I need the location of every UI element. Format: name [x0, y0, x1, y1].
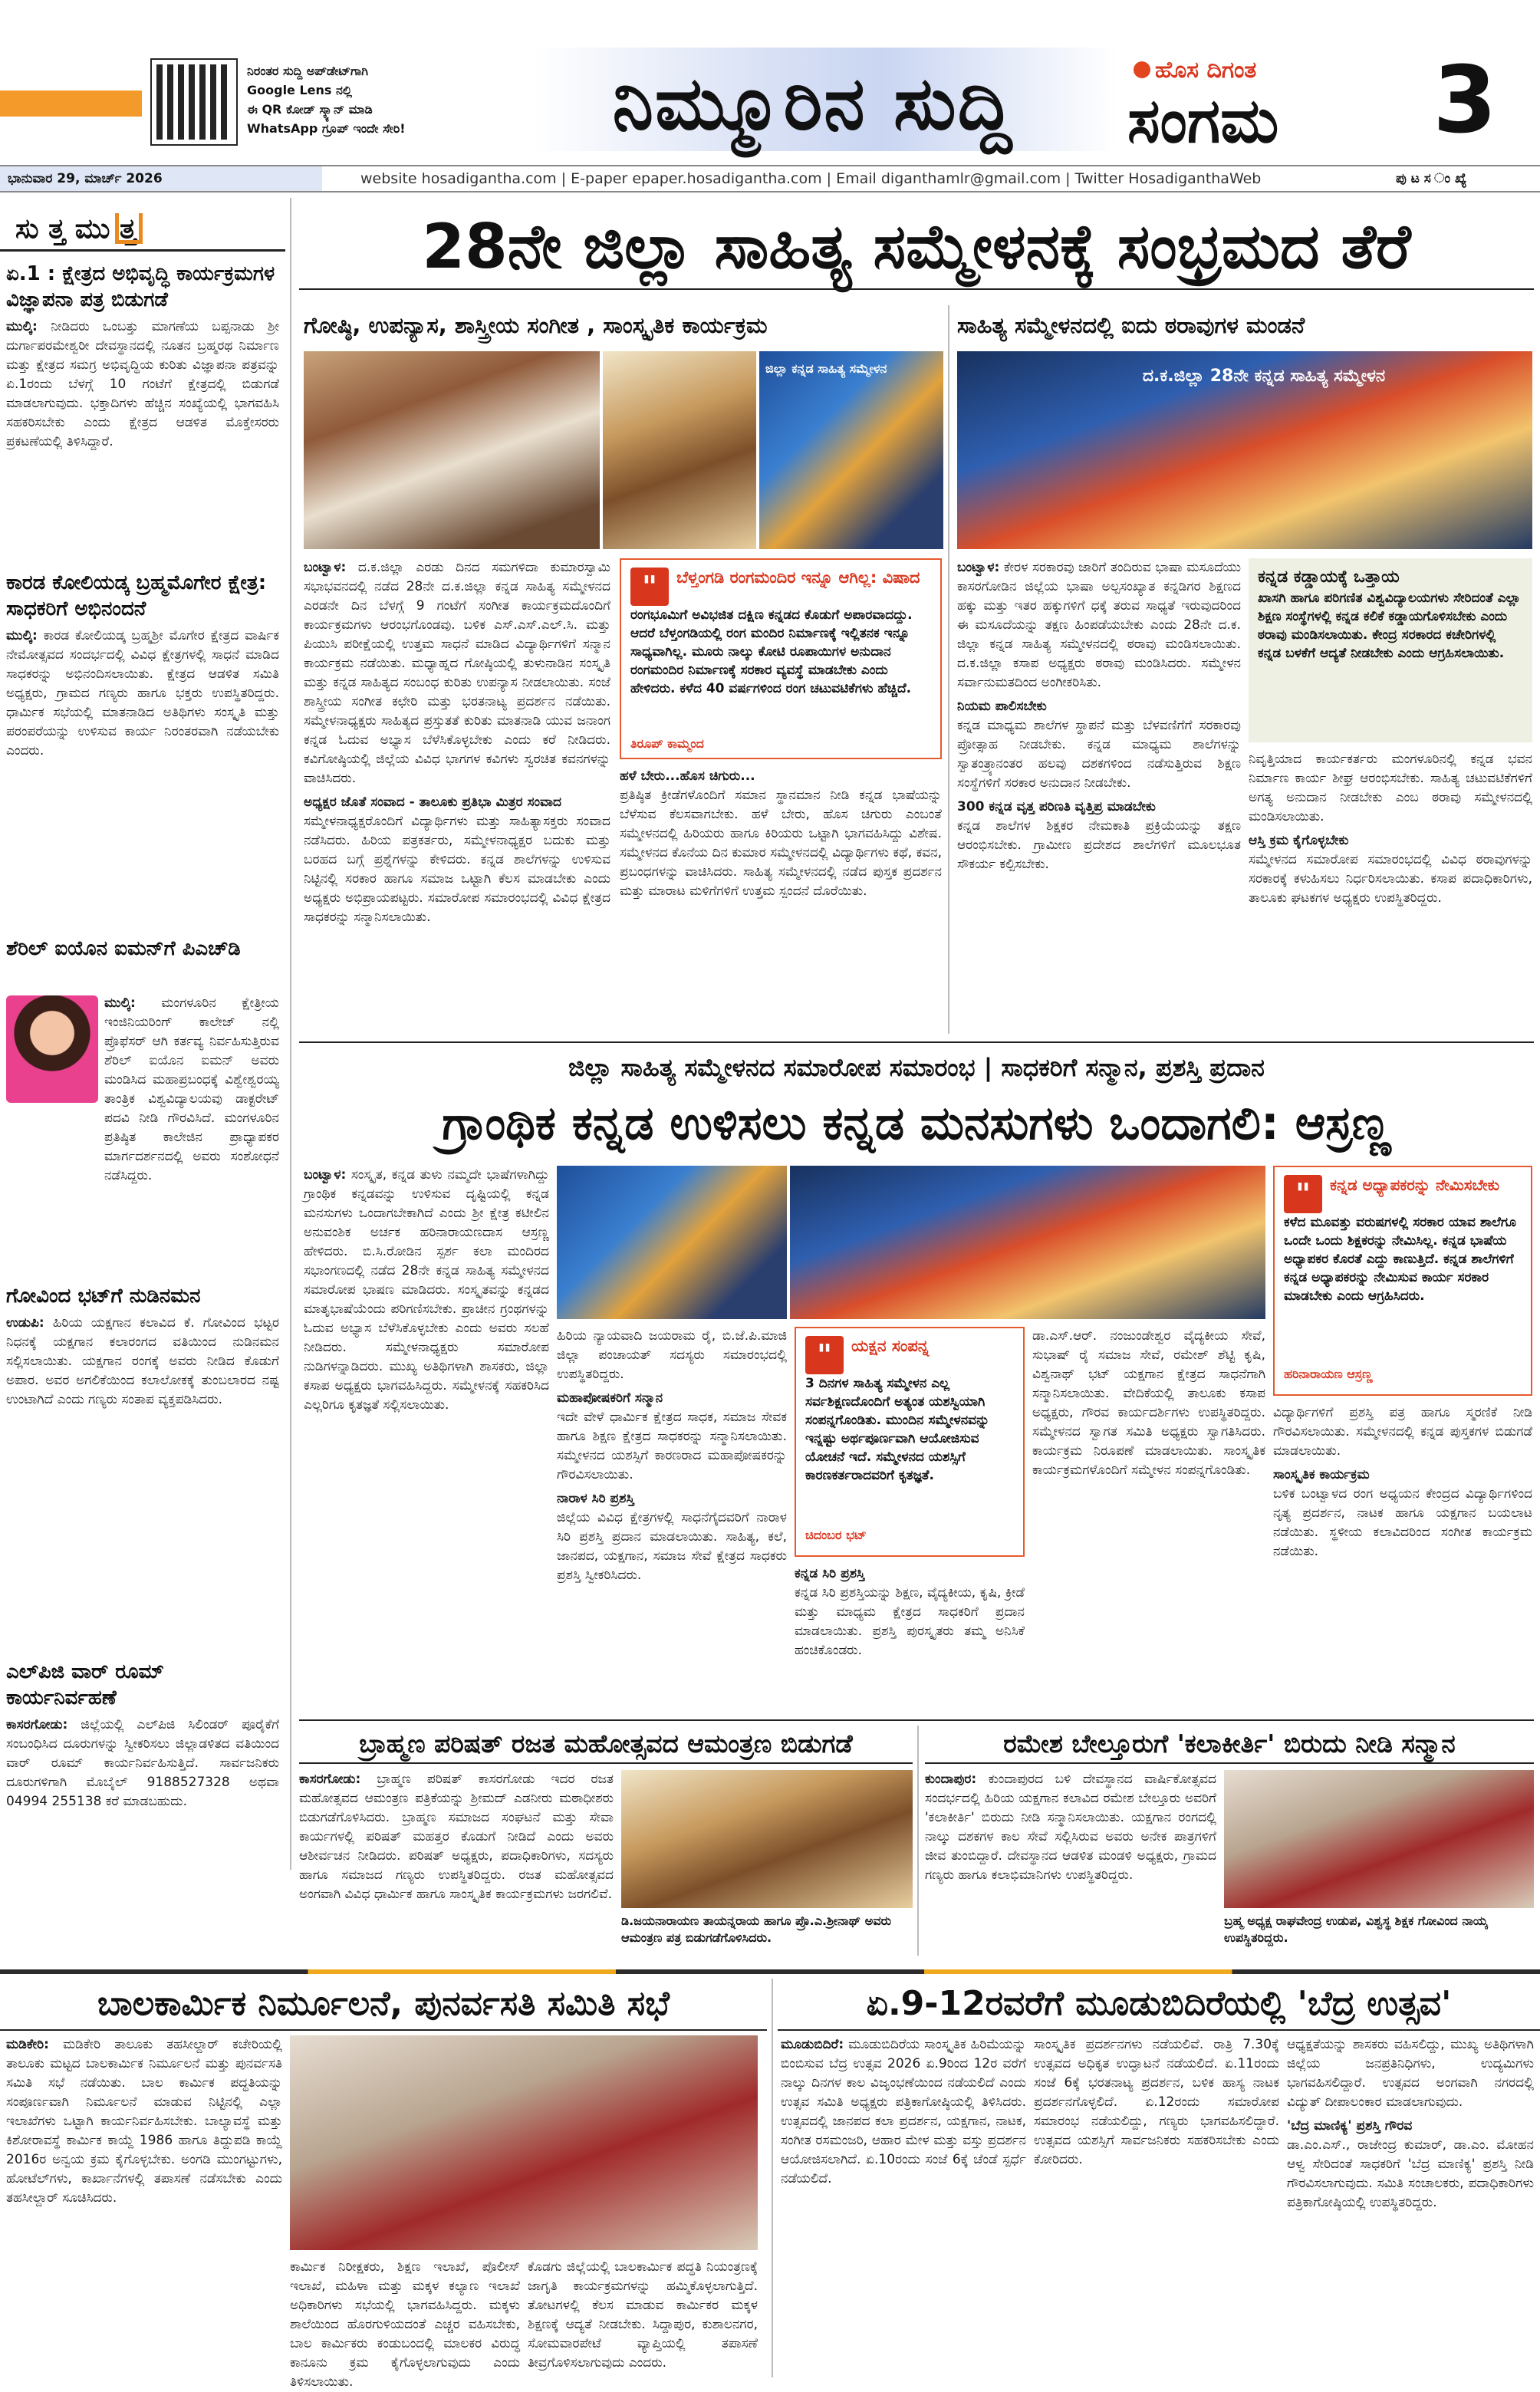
- story-body-3: ಕೊಡಗು ಜಿಲ್ಲೆಯಲ್ಲಿ ಬಾಲಕಾರ್ಮಿಕ ಪದ್ಧತಿ ನಿಯಂತ್ರಣಕ್ಕೆ ಜಾಗೃತಿ ಕಾರ್ಯಕ್ರಮಗಳನ್ನು ಹಮ್ಮಿಕೊಳ್ಳಲಾಗುತ್ತಿದೆ. ತೋಟಗಳಲ್ಲಿ ಕೆಲಸ ಮಾಡುವ ಕಾರ್ಮಿಕರ ಮಕ್ಕಳ ಶಿಕ್ಷಣಕ್ಕೆ ಆದ್ಯತೆ ನೀಡಬೇಕು. ಸಿದ್ದಾಪುರ, ಕುಶಾಲನಗರ, ಸೋಮವಾರಪೇಟೆ ವ್ಯಾಪ್ತಿಯಲ್ಲಿ ತಪಾಸಣೆ ತೀವ್ರಗೊಳಿಸಲಾಗುವುದು ಎಂದರು.: [528, 2259, 758, 2371]
- quote-box-2: [795, 1327, 1025, 1557]
- sidebar-story-1[interactable]: [6, 261, 279, 568]
- center-body: ಪ್ರತಿಷ್ಠಿತ ಕ್ರೀಡೆಗಳೊಂದಿಗೆ ಸಮಾನ ಸ್ಥಾನಮಾನ ನೀಡಿ ಕನ್ನಡ ಭಾಷೆಯನ್ನು ಬೆಳೆಸುವ ಕೆಲಸವಾಗಬೇಕು. ಹಳೆ ಬೇರು, ಹೊಸ ಚಿಗುರು ಎಂಬಂತೆ ಸಮ್ಮೇಳನದಲ್ಲಿ ಹಿರಿಯರು ಹಾಗೂ ಕಿರಿಯರು ಒಟ್ಟಾಗಿ ಭಾಗವಹಿಸಿದ್ದು ವಿಶೇಷ. ಸಮ್ಮೇಳನದ ಕೊನೆಯ ದಿನ ಕುಮಾರ ಸಮ್ಮೇಳನದಲ್ಲಿ ವಿದ್ಯಾರ್ಥಿಗಳು ಕಥೆ, ಕವನ, ಪ್ರಬಂಧಗಳನ್ನು ವಾಚಿಸಿದರು. ಸಾಹಿತ್ಯ ಸಮ್ಮೇಳನದಲ್ಲಿ ನಡೆದ ಪುಸ್ತಕ ಪ್ರದರ್ಶನ ಮತ್ತು ಮಾರಾಟ ಮಳಿಗೆಗಳಿಗೆ ಉತ್ತಮ ಸ್ಪಂದನೆ ದೊರೆಯಿತು.: [620, 788, 942, 899]
- article-subhead: ಅಧ್ಯಕ್ಷರ ಜೊತೆ ಸಂವಾದ - ತಾಲೂಕು ಪ್ರತಿಭಾ ಮಿತ್ರರ ಸಂವಾದ: [304, 795, 561, 810]
- issue-date: ಭಾನುವಾರ 29, ಮಾರ್ಚ್ 2026: [0, 166, 322, 191]
- closing-column-2: ಹಿರಿಯ ನ್ಯಾಯವಾದಿ ಜಯರಾಮ ರೈ, ಬಿ.ಜೆ.ಪಿ.ಮಾಜಿ ಜಿಲ್ಲಾ ಪಂಚಾಯತ್ ಸದಸ್ಯರು ಸಮಾರಂಭದಲ್ಲಿ ಉಪಸ್ಥಿತರಿದ್ದರು. ಮಹಾಪೋಷಕರಿಗೆ ಸನ್ಮಾನ ಇದೇ ವೇಳೆ ಧಾರ್ಮಿಕ ಕ್ಷೇತ್ರದ ಸಾಧಕ, ಸಮಾಜ ಸೇವಕ ಹಾಗೂ ಶಿಕ್ಷಣ ಕ್ಷೇತ್ರದ ಸಾಧಕರನ್ನು ಸನ್ಮಾನಿಸಲಾಯಿತು. ಸಮ್ಮೇಳನದ ಯಶಸ್ಸಿಗೆ ಕಾರಣರಾದ ಮಹಾಪೋಷಕರನ್ನು ಗೌರವಿಸಲಾಯಿತು. ನಾರಾಳ ಸಿರಿ ಪ್ರಶಸ್ತಿ ಜಿಲ್ಲೆಯ ವಿವಿಧ ಕ್ಷೇತ್ರಗಳಲ್ಲಿ ಸಾಧನೆಗೈದವರಿಗೆ ನಾರಾಳ ಸಿರಿ ಪ್ರಶಸ್ತಿ ಪ್ರದಾನ ಮಾಡಲಾಯಿತು. ಸಾಹಿತ್ಯ, ಕಲೆ, ಜಾನಪದ, ಯಕ್ಷಗಾನ, ಸಮಾಜ ಸೇವೆ ಕ್ಷೇತ್ರದ ಸಾಧಕರು ಪ್ರಶಸ್ತಿ ಸ್ವೀಕರಿಸಿದರು.: [557, 1328, 787, 1583]
- sidebar-title: ಸು ತ್ತ ಮು ತ್ತ: [15, 213, 137, 245]
- story-headline: ಬಾಲಕಾರ್ಮಿಕ ನಿರ್ಮೂಲನೆ, ಪುನರ್ವಸತಿ ಸಮಿತಿ ಸಭೆ: [0, 1979, 767, 2031]
- banner-text: ಜಿಲ್ಲಾ ಕನ್ನಡ ಸಾಹಿತ್ಯ ಸಮ್ಮೇಳನ: [765, 361, 887, 376]
- story-body-2: ಸಾಂಸ್ಕೃತಿಕ ಪ್ರದರ್ಶನಗಳು ನಡೆಯಲಿವೆ. ರಾತ್ರಿ 7.30ಕ್ಕೆ ಉತ್ಸವದ ಅಧಿಕೃತ ಉದ್ಘಾಟನೆ ನಡೆಯಲಿದೆ. ಏ.11ರಂದು ಸಂಜೆ 6ಕ್ಕೆ ಭರತನಾಟ್ಯ ಪ್ರದರ್ಶನ, ಬಳಿಕ ಹಾಸ್ಯ ನಾಟಕ ಪ್ರದರ್ಶನಗೊಳ್ಳಲಿದೆ. ಏ.12ರಂದು ಸಮಾರೋಪ ಸಮಾರಂಭ ನಡೆಯಲಿದ್ದು, ಗಣ್ಯರು ಭಾಗವಹಿಸಲಿದ್ದಾರೆ. ಉತ್ಸವದ ಯಶಸ್ಸಿಗೆ ಸಾರ್ವಜನಿಕರು ಸಹಕರಿಸಬೇಕು ಎಂದು ಕೋರಿದರು.: [1034, 2037, 1279, 2167]
- meeting-photo: [290, 2035, 758, 2250]
- story-body-3: ಆಧ್ಯಕ್ಷತೆಯನ್ನು ಶಾಸಕರು ವಹಿಸಲಿದ್ದು, ಮುಖ್ಯ ಅತಿಥಿಗಳಾಗಿ ಜಿಲ್ಲೆಯ ಜನಪ್ರತಿನಿಧಿಗಳು, ಉದ್ಯಮಿಗಳು ಭಾಗವಹಿಸಲಿದ್ದಾರೆ. ಉತ್ಸವದ ಅಂಗವಾಗಿ ನಗರದಲ್ಲಿ ವಿದ್ಯುತ್ ದೀಪಾಲಂಕಾರ ಮಾಡಲಾಗುವುದು.: [1287, 2037, 1534, 2110]
- pages-label: ಪು ಟ ಸ ಂ ಖ್ಯೆ: [1396, 171, 1467, 186]
- callout-body: ಖಾಸಗಿ ಹಾಗೂ ಪರಿಗಣಿತ ವಿಶ್ವವಿದ್ಯಾಲಯಗಳು ಸೇರಿದಂತೆ ಎಲ್ಲಾ ಶಿಕ್ಷಣ ಸಂಸ್ಥೆಗಳಲ್ಲಿ ಕನ್ನಡ ಕಲಿಕೆ ಕಡ್ಡಾಯಗೊಳಿಸಬೇಕು ಎಂದು ಠರಾವು ಮಂಡಿಸಲಾಯಿತು. ಕೇಂದ್ರ ಸರಕಾರದ ಕಚೇರಿಗಳಲ್ಲಿ ಕನ್ನಡ ಬಳಕೆಗೆ ಆದ್ಯತೆ ನೀಡಬೇಕು ಎಂದು ಆಗ್ರಹಿಸಲಾಯಿತು.: [1258, 591, 1521, 661]
- book-icon: [115, 213, 143, 244]
- quote-mark-icon: ": [630, 568, 669, 606]
- qr-code[interactable]: [152, 60, 236, 144]
- page-number: 3: [1433, 48, 1497, 154]
- closing-column-5: ವಿದ್ಯಾರ್ಥಿಗಳಿಗೆ ಪ್ರಶಸ್ತಿ ಪತ್ರ ಹಾಗೂ ಸ್ಮರಣಿಕೆ ನೀಡಿ ಗೌರವಿಸಲಾಯಿತು. ಸಮ್ಮೇಳನದಲ್ಲಿ ಕನ್ನಡ ಪುಸ್ತಕಗಳ ಬಿಡುಗಡೆ ಮಾಡಲಾಯಿತು. ಸಾಂಸ್ಕೃತಿಕ ಕಾರ್ಯಕ್ರಮ ಬಳಿಕ ಬಂಟ್ವಾಳದ ರಂಗ ಅಧ್ಯಯನ ಕೇಂದ್ರದ ವಿದ್ಯಾರ್ಥಿಗಳಿಂದ ನೃತ್ಯ ಪ್ರದರ್ಶನ, ನಾಟಕ ಹಾಗೂ ಯಕ್ಷಗಾನ ಬಯಲಾಟ ನಡೆಯಿತು. ಸ್ಥಳೀಯ ಕಲಾವಿದರಿಂದ ಸಂಗೀತ ಕಾರ್ಯಕ್ರಮ ನಡೆಯಿತು.: [1273, 1405, 1532, 1559]
- lead-left-column: ಬಂಟ್ವಾಳ: ದ.ಕ.ಜಿಲ್ಲಾ ಎರಡು ದಿನದ ಸಮಗಳಿದಾ ಕುಮಾರಸ್ವಾಮಿ ಸಭಾಭವನದಲ್ಲಿ ನಡೆದ 28ನೇ ದ.ಕ.ಜಿಲ್ಲಾ ಕನ್ನಡ ಸಾಹಿತ್ಯ ಸಮ್ಮೇಳನದ ಎರಡನೇ ದಿನ ಬೆಳಗ್ಗೆ 9 ಗಂಟೆಗೆ ಸಂಗೀತ ಕಾರ್ಯಕ್ರಮದೊಂದಿಗೆ ಕಾರ್ಯಕ್ರಮಗಳು ಆರಂಭಗೊಂಡವು. ಬಳಿಕ ಎಸ್.ಎಸ್.ಎಲ್.ಸಿ. ಮತ್ತು ಪಿಯುಸಿ ಪರೀಕ್ಷೆಯಲ್ಲಿ ಉತ್ತಮ ಸಾಧನೆ ಮಾಡಿದ ವಿದ್ಯಾರ್ಥಿಗಳಿಗೆ ಸನ್ಮಾನ ಕಾರ್ಯಕ್ರಮ ನಡೆಯಿತು. ಮಧ್ಯಾಹ್ನದ ಗೋಷ್ಠಿಯಲ್ಲಿ ತುಳುನಾಡಿನ ಸಂಸ್ಕೃತಿ ಮತ್ತು ಕನ್ನಡ ಸಾಹಿತ್ಯದ ಸಂಬಂಧ ಕುರಿತು ಉಪನ್ಯಾಸ ನೀಡಲಾಯಿತು. ಸಂಜೆ ಶಾಸ್ತ್ರೀಯ ಸಂಗೀತ ಕಛೇರಿ ಮತ್ತು ಭರತನಾಟ್ಯ ಪ್ರದರ್ಶನ ನಡೆಯಿತು. ಸಮ್ಮೇಳನಾಧ್ಯಕ್ಷರು ಸಾಹಿತ್ಯದ ಪ್ರಸ್ತುತತೆ ಕುರಿತು ಮಾತನಾಡಿ ಯುವ ಜನಾಂಗ ಕನ್ನಡ ಓದುವ ಅಭ್ಯಾಸ ಬೆಳೆಸಿಕೊಳ್ಳಬೇಕು ಎಂದು ಕರೆ ನೀಡಿದರು. ಕವಿಗೋಷ್ಠಿಯಲ್ಲಿ ಜಿಲ್ಲೆಯ ವಿವಿಧ ಭಾಗಗಳ ಕವಿಗಳು ಸ್ವರಚಿತ ಕವನಗಳನ್ನು ವಾಚಿಸಿದರು. ಅಧ್ಯಕ್ಷರ ಜೊತೆ ಸಂವಾದ - ತಾಲೂಕು ಪ್ರತಿಭಾ ಮಿತ್ರರ ಸಂವಾದ ಸಮ್ಮೇಳನಾಧ್ಯಕ್ಷರೊಂದಿಗೆ ವಿದ್ಯಾರ್ಥಿಗಳು ಮತ್ತು ಸಾಹಿತ್ಯಾಸಕ್ತರು ಸಂವಾದ ನಡೆಸಿದರು. ಹಿರಿಯ ಪತ್ರಕರ್ತರು, ಸಮ್ಮೇಳನಾಧ್ಯಕ್ಷರ ಬದುಕು ಮತ್ತು ಬರಹದ ಬಗ್ಗೆ ಪ್ರಶ್ನೆಗಳನ್ನು ಕೇಳಿದರು. ಕನ್ನಡ ಶಾಲೆಗಳನ್ನು ಉಳಿಸುವ ನಿಟ್ಟಿನಲ್ಲಿ ಸರಕಾರ ಹಾಗೂ ಸಮಾಜ ಒಟ್ಟಾಗಿ ಕೆಲಸ ಮಾಡಬೇಕು ಎಂದು ಅಧ್ಯಕ್ಷರು ಅಭಿಪ್ರಾಯಪಟ್ಟರು. ಸಮಾರೋಪ ಸಮಾರಂಭದಲ್ಲಿ ವಿವಿಧ ಕ್ಷೇತ್ರದ ಸಾಧಕರನ್ನು ಸನ್ಮಾನಿಸಲಾಯಿತು.: [304, 560, 610, 925]
- quote-author: ತಿರೂಪ್ ಕಾಮ್ಮಂದ: [630, 736, 704, 751]
- story-title: ಎಲ್‌ಪಿಜಿ ವಾರ್ ರೂಮ್ ಕಾರ್ಯನಿರ್ವಹಣೆ: [6, 1660, 164, 1709]
- sidebar-story-4[interactable]: ಗೋವಿಂದ ಭಟ್‌ಗೆ ನುಡಿನಮನ ಉಡುಪಿ: ಹಿರಿಯ ಯಕ್ಷಗಾನ ಕಲಾವಿದ ಕೆ. ಗೋವಿಂದ ಭಟ್ಟರ ನಿಧನಕ್ಕೆ ಯಕ್ಷಗಾನ ಕಲಾರಂಗದ ವತಿಯಿಂದ ನುಡಿನಮನ ಸಲ್ಲಿಸಲಾಯಿತು. ಯಕ್ಷಗಾನ ರಂಗಕ್ಕೆ ಅವರು ನೀಡಿದ ಕೊಡುಗೆ ಅಪಾರ. ಅವರ ಅಗಲಿಕೆಯಿಂದ ಕಲಾಲೋಕಕ್ಕೆ ತುಂಬಲಾರದ ನಷ್ಟ ಉಂಟಾಗಿದೆ ಎಂದು ಗಣ್ಯರು ಸಂತಾಪ ವ್ಯಕ್ತಪಡಿಸಿದರು.: [6, 1285, 279, 1407]
- article-body: ದ.ಕ.ಜಿಲ್ಲಾ ಎರಡು ದಿನದ ಸಮಗಳಿದಾ ಕುಮಾರಸ್ವಾಮಿ ಸಭಾಭವನದಲ್ಲಿ ನಡೆದ 28ನೇ ದ.ಕ.ಜಿಲ್ಲಾ ಕನ್ನಡ ಸಾಹಿತ್ಯ ಸಮ್ಮೇಳನದ ಎರಡನೇ ದಿನ ಬೆಳಗ್ಗೆ 9 ಗಂಟೆಗೆ ಸಂಗೀತ ಕಾರ್ಯಕ್ರಮದೊಂದಿಗೆ ಕಾರ್ಯಕ್ರಮಗಳು ಆರಂಭಗೊಂಡವು. ಬಳಿಕ ಎಸ್.ಎಸ್.ಎಲ್.ಸಿ. ಮತ್ತು ಪಿಯುಸಿ ಪರೀಕ್ಷೆಯಲ್ಲಿ ಉತ್ತಮ ಸಾಧನೆ ಮಾಡಿದ ವಿದ್ಯಾರ್ಥಿಗಳಿಗೆ ಸನ್ಮಾನ ಕಾರ್ಯಕ್ರಮ ನಡೆಯಿತು. ಮಧ್ಯಾಹ್ನದ ಗೋಷ್ಠಿಯಲ್ಲಿ ತುಳುನಾಡಿನ ಸಂಸ್ಕೃತಿ ಮತ್ತು ಕನ್ನಡ ಸಾಹಿತ್ಯದ ಸಂಬಂಧ ಕುರಿತು ಉಪನ್ಯಾಸ ನೀಡಲಾಯಿತು. ಸಂಜೆ ಶಾಸ್ತ್ರೀಯ ಸಂಗೀತ ಕಛೇರಿ ಮತ್ತು ಭರತನಾಟ್ಯ ಪ್ರದರ್ಶನ ನಡೆಯಿತು. ಸಮ್ಮೇಳನಾಧ್ಯಕ್ಷರು ಸಾಹಿತ್ಯದ ಪ್ರಸ್ತುತತೆ ಕುರಿತು ಮಾತನಾಡಿ ಯುವ ಜನಾಂಗ ಕನ್ನಡ ಓದುವ ಅಭ್ಯಾಸ ಬೆಳೆಸಿಕೊಳ್ಳಬೇಕು ಎಂದು ಕರೆ ನೀಡಿದರು. ಕವಿಗೋಷ್ಠಿಯಲ್ಲಿ ಜಿಲ್ಲೆಯ ವಿವಿಧ ಭಾಗಗಳ ಕವಿಗಳು ಸ್ವರಚಿತ ಕವನಗಳನ್ನು ವಾಚಿಸಿದರು.: [304, 560, 610, 786]
- story-body: ಹಿರಿಯ ಯಕ್ಷಗಾನ ಕಲಾವಿದ ಕೆ. ಗೋವಿಂದ ಭಟ್ಟರ ನಿಧನಕ್ಕೆ ಯಕ್ಷಗಾನ ಕಲಾರಂಗದ ವತಿಯಿಂದ ನುಡಿನಮನ ಸಲ್ಲಿಸಲಾಯಿತು. ಯಕ್ಷಗಾನ ರಂಗಕ್ಕೆ ಅವರು ನೀಡಿದ ಕೊಡುಗೆ ಅಪಾರ. ಅವರ ಅಗಲಿಕೆಯಿಂದ ಕಲಾಲೋಕಕ್ಕೆ ತುಂಬಲಾರದ ನಷ್ಟ ಉಂಟಾಗಿದೆ ಎಂದು ಗಣ್ಯರು ಸಂತಾಪ ವ್ಯಕ್ತಪಡಿಸಿದರು.: [6, 1315, 279, 1407]
- story-body: ಕಾರಡ ಕೋಲಿಯಡ್ಕ ಬ್ರಹ್ಮಶ್ರೀ ಮೊಗೇರ ಕ್ಷೇತ್ರದ ವಾರ್ಷಿಕ ನೇಮೋತ್ಸವದ ಸಂದರ್ಭದಲ್ಲಿ ವಿವಿಧ ಕ್ಷೇತ್ರಗಳಲ್ಲಿ ಸಾಧನೆ ಮಾಡಿದ ಸಾಧಕರನ್ನು ಅಭಿನಂದಿಸಲಾಯಿತು. ಕ್ಷೇತ್ರದ ಆಡಳಿತ ಸಮಿತಿ ಅಧ್ಯಕ್ಷರು, ಗ್ರಾಮದ ಗಣ್ಯರು ಹಾಗೂ ಭಕ್ತರು ಉಪಸ್ಥಿತರಿದ್ದರು. ಧಾರ್ಮಿಕ ಸಭೆಯಲ್ಲಿ ಮಾತನಾಡಿದ ಅತಿಥಿಗಳು ಸಂಸ್ಕೃತಿ ಮತ್ತು ಪರಂಪರೆಯನ್ನು ಉಳಿಸುವ ಕಾರ್ಯ ನಿರಂತರವಾಗಿ ನಡೆಯಬೇಕು ಎಂದರು.: [6, 628, 279, 758]
- contact-links[interactable]: website hosadigantha.com | E-paper epaper.hosadigantha.com | Email diganthamlr@gmail.com | Twitter HosadiganthaWeb: [360, 170, 1262, 187]
- closing-kicker: ಜಿಲ್ಲಾ ಸಾಹಿತ್ಯ ಸಮ್ಮೇಳನದ ಸಮಾರೋಪ ಸಮಾರಂಭ | ಸಾಧಕರಿಗೆ ಸನ್ಮಾನ, ಪ್ರಶಸ್ತಿ ಪ್ರದಾನ: [568, 1053, 1265, 1082]
- story-body: ಬ್ರಾಹ್ಮಣ ಪರಿಷತ್ ಕಾಸರಗೋಡು ಇದರ ರಜತ ಮಹೋತ್ಸವದ ಆಮಂತ್ರಣ ಪತ್ರಿಕೆಯನ್ನು ಶ್ರೀಮದ್ ಎಡನೀರು ಮಠಾಧೀಶರು ಬಿಡುಗಡೆಗೊಳಿಸಿದರು. ಬ್ರಾಹ್ಮಣ ಸಮಾಜದ ಸಂಘಟನೆ ಮತ್ತು ಸೇವಾ ಕಾರ್ಯಗಳಲ್ಲಿ ಪರಿಷತ್ ಮಹತ್ತರ ಕೊಡುಗೆ ನೀಡಿದೆ ಎಂದು ಅವರು ಆಶೀರ್ವಚನ ನೀಡಿದರು. ಪರಿಷತ್ ಅಧ್ಯಕ್ಷರು, ಪದಾಧಿಕಾರಿಗಳು, ಸದಸ್ಯರು ಹಾಗೂ ಸಮಾಜದ ಗಣ್ಯರು ಉಪಸ್ಥಿತರಿದ್ದರು. ರಜತ ಮಹೋತ್ಸವದ ಅಂಗವಾಗಿ ವಿವಿಧ ಧಾರ್ಮಿಕ ಹಾಗೂ ಸಾಂಸ್ಕೃತಿಕ ಕಾರ್ಯಕ್ರಮಗಳು ಜರಗಲಿವೆ.: [299, 1772, 614, 1902]
- brand-name: ಹೊಸ ದಿಗಂತ: [1155, 57, 1257, 84]
- sidebar-story-3[interactable]: ಶೆರಿಲ್ ಐಯೊನ ಐಮನ್‌ಗೆ ಪಿಎಚ್‌ಡಿ ಮುಲ್ಕಿ: ಮಂಗಳೂರಿನ ಕ್ಷೇತ್ರೀಯ ಇಂಜಿನಿಯರಿಂಗ್ ಕಾಲೇಜ್ ನಲ್ಲಿ ಪ್ರೊಫೆಸರ್ ಆಗಿ ಕರ್ತವ್ಯ ನಿರ್ವಹಿಸುತ್ತಿರುವ ಶೆರಿಲ್ ಐಯೊನ ಐಮನ್ ಅವರು ಮಂಡಿಸಿದ ಮಹಾಪ್ರಬಂಧಕ್ಕೆ ವಿಶ್ವೇಶ್ವರಯ್ಯ ತಾಂತ್ರಿಕ ವಿಶ್ವವಿದ್ಯಾಲಯವು ಡಾಕ್ಟರೇಟ್ ಪದವಿ ನೀಡಿ ಗೌರವಿಸಿದೆ. ಮಂಗಳೂರಿನ ಪ್ರತಿಷ್ಠಿತ ಕಾಲೇಜಿನ ಪ್ರಾಧ್ಯಾಪಕರ ಮಾರ್ಗದರ್ಶನದಲ್ಲಿ ಅವರು ಸಂಶೋಧನೆ ನಡೆಸಿದ್ದರು.: [6, 937, 279, 1183]
- page-title: ನಿಮ್ಮೂರಿನ ಸುದ್ದಿ: [612, 61, 1014, 146]
- dance-photo: [759, 351, 943, 549]
- mid-left-story: ಬ್ರಾಹ್ಮಣ ಪರಿಷತ್ ರಜತ ಮಹೋತ್ಸವದ ಆಮಂತ್ರಣ ಬಿಡುಗಡೆ ಕಾಸರಗೋಡು: ಬ್ರಾಹ್ಮಣ ಪರಿಷತ್ ಕಾಸರಗೋಡು ಇದರ ರಜತ ಮಹೋತ್ಸವದ ಆಮಂತ್ರಣ ಪತ್ರಿಕೆಯನ್ನು ಶ್ರೀಮದ್ ಎಡನೀರು ಮಠಾಧೀಶರು ಬಿಡುಗಡೆಗೊಳಿಸಿದರು. ಬ್ರಾಹ್ಮಣ ಸಮಾಜದ ಸಂಘಟನೆ ಮತ್ತು ಸೇವಾ ಕಾರ್ಯಗಳಲ್ಲಿ ಪರಿಷತ್ ಮಹತ್ತರ ಕೊಡುಗೆ ನೀಡಿದೆ ಎಂದು ಅವರು ಆಶೀರ್ವಚನ ನೀಡಿದರು. ಪರಿಷತ್ ಅಧ್ಯಕ್ಷರು, ಪದಾಧಿಕಾರಿಗಳು, ಸದಸ್ಯರು ಹಾಗೂ ಸಮಾಜದ ಗಣ್ಯರು ಉಪಸ್ಥಿತರಿದ್ದರು. ರಜತ ಮಹೋತ್ಸವದ ಅಂಗವಾಗಿ ವಿವಿಧ ಧಾರ್ಮಿಕ ಹಾಗೂ ಸಾಂಸ್ಕೃತಿಕ ಕಾರ್ಯಕ್ರಮಗಳು ಜರಗಲಿವೆ. ಡಿ.ಜಯನಾರಾಯಣ ತಾಯನ್ನರಾಯ ಹಾಗೂ ಪ್ರೊ.ಎ.ಶ್ರೀನಾಥ್ ಅವರು ಆಮಂತ್ರಣ ಪತ್ರ ಬಿಡುಗಡೆಗೊಳಿಸಿದರು.: [299, 1726, 913, 1956]
- sidebar-story-5[interactable]: ಎಲ್‌ಪಿಜಿ ವಾರ್ ರೂಮ್ ಕಾರ್ಯನಿರ್ವಹಣೆ ಕಾಸರಗೋಡು: ಜಿಲ್ಲೆಯಲ್ಲಿ ಎಲ್‌ಪಿಜಿ ಸಿಲಿಂಡರ್ ಪೂರೈಕೆಗೆ ಸಂಬಂಧಿಸಿದ ದೂರುಗಳನ್ನು ಸ್ವೀಕರಿಸಲು ಜಿಲ್ಲಾಡಳಿತದ ವತಿಯಿಂದ ವಾರ್ ರೂಮ್ ಕಾರ್ಯನಿರ್ವಹಿಸುತ್ತಿದೆ. ಸಾರ್ವಜನಿಕರು ದೂರುಗಳಿಗಾಗಿ ಮೊಬೈಲ್ 9188527328 ಅಥವಾ 04994 255138 ಕರೆ ಮಾಡಬಹುದು.: [6, 1660, 280, 1809]
- right-subhead-2: ನಿಯಮ ಪಾಲಿಸಬೇಕು: [957, 699, 1047, 714]
- story-body: ನೀಡಿದರು ಒಂಬತ್ತು ಮಾಗಣೆಯ ಬಪ್ಪನಾಡು ಶ್ರೀ ದುರ್ಗಾಪರಮೇಶ್ವರೀ ದೇವಸ್ಥಾನದಲ್ಲಿ ನೂತನ ಬ್ರಹ್ಮರಥ ನಿರ್ಮಾಣ ಮತ್ತು ಕ್ಷೇತ್ರದ ಸಮಗ್ರ ಅಭಿವೃದ್ಧಿಯ ಕುರಿತು ವಿಜ್ಞಾಪನಾ ಪತ್ರವನ್ನು ಏ.1ರಂದು ಬೆಳಗ್ಗೆ 10 ಗಂಟೆಗೆ ಕ್ಷೇತ್ರದಲ್ಲಿ ಬಿಡುಗಡೆ ಮಾಡಲಾಗುವುದು. ಭಕ್ತಾದಿಗಳು ಹೆಚ್ಚಿನ ಸಂಖ್ಯೆಯಲ್ಲಿ ಭಾಗವಹಿಸಿ ಸಹಕರಿಸಬೇಕು ಎಂದು ಕ್ಷೇತ್ರದ ಆಡಳಿತ ಮೊಕ್ತೇಸರರು ಪ್ರಕಟಣೆಯಲ್ಲಿ ತಿಳಿಸಿದ್ದಾರೆ.: [6, 319, 279, 449]
- left-subhead: ಗೋಷ್ಠಿ, ಉಪನ್ಯಾಸ, ಶಾಸ್ತ್ರೀಯ ಸಂಗೀತ , ಸಾಂಸ್ಕೃತಿಕ ಕಾರ್ಯಕ್ರಮ: [304, 312, 768, 338]
- photo-caption: ಡಿ.ಜಯನಾರಾಯಣ ತಾಯನ್ನರಾಯ ಹಾಗೂ ಪ್ರೊ.ಎ.ಶ್ರೀನಾಥ್ ಅವರು ಆಮಂತ್ರಣ ಪತ್ರ ಬಿಡುಗಡೆಗೊಳಿಸಿದರು.: [621, 1913, 892, 1945]
- invitation-photo: [621, 1770, 913, 1908]
- story-headline: ಏ.9-12ರವರೆಗೆ ಮೂಡುಬಿದಿರೆಯಲ್ಲಿ 'ಬೆದ್ರ ಉತ್ಸವ': [778, 1979, 1540, 2031]
- right-body: ಕೇರಳ ಸರಕಾರವು ಜಾರಿಗೆ ತಂದಿರುವ ಭಾಷಾ ಮಸೂದೆಯು ಕಾಸರಗೋಡಿನ ಜಿಲ್ಲೆಯ ಭಾಷಾ ಅಲ್ಪಸಂಖ್ಯಾತ ಕನ್ನಡಿಗರ ಶಿಕ್ಷಣದ ಹಕ್ಕು ಮತ್ತು ಇತರ ಹಕ್ಕುಗಳಿಗೆ ಧಕ್ಕೆ ತರುವ ಸಾಧ್ಯತೆ ಇರುವುದರಿಂದ ಈ ಮಸೂದೆಯನ್ನು ತಕ್ಷಣ ಹಿಂಪಡೆಯಬೇಕು ಎಂದು 28ನೇ ದ.ಕ. ಜಿಲ್ಲಾ ಕನ್ನಡ ಸಾಹಿತ್ಯ ಸಮ್ಮೇಳನದಲ್ಲಿ ಠರಾವು ಮಂಡಿಸಲಾಯಿತು. ದ.ಕ.ಜಿಲ್ಲಾ ಕಸಾಪ ಅಧ್ಯಕ್ಷರು ಠರಾವು ಮಂಡಿಸಿದರು. ಸಮ್ಮೇಳನ ಸರ್ವಾನುಮತದಿಂದ ಅಂಗೀಕರಿಸಿತು.: [957, 560, 1242, 690]
- story-body-4: ಡಾ.ಎಂ.ಎಸ್., ರಾಜೇಂದ್ರ ಕುಮಾರ್, ಡಾ.ಎಂ. ಮೋಹನ ಆಳ್ವ ಸೇರಿದಂತೆ ಸಾಧಕರಿಗೆ 'ಬೆದ್ರ ಮಾಣಿಕ್ಯ' ಪ್ರಶಸ್ತಿ ನೀಡಿ ಗೌರವಿಸಲಾಗುವುದು. ಸಮಿತಿ ಸಂಚಾಲಕರು, ಪದಾಧಿಕಾರಿಗಳು ಪತ್ರಿಕಾಗೋಷ್ಠಿಯಲ್ಲಿ ಉಪಸ್ಥಿತರಿದ್ದರು.: [1287, 2137, 1534, 2210]
- center-subhead: ಹಳೆ ಬೇರು...ಹೊಸ ಚಿಗುರು...: [620, 768, 755, 784]
- qr-text: ನಿರಂತರ ಸುದ್ದಿ ಅಪ್‌ಡೇಟ್‌ಗಾಗಿ Google Lens ನಲ್ಲಿ ಈ QR ಕೋಡ್ ಸ್ಕ್ಯಾನ್ ಮಾಡಿ WhatsApp ಗ್ರೂಪ್ ಇಂದೇ ಸೇರಿ!: [247, 64, 406, 136]
- callout-author: ಹರಿನಾರಾಯಣ ಆಸ್ರಣ್ಣ: [1284, 1367, 1373, 1381]
- lead-story: [299, 198, 1534, 1034]
- orange-tab: [0, 90, 142, 117]
- story-body-2: ಕಾರ್ಮಿಕ ನಿರೀಕ್ಷಕರು, ಶಿಕ್ಷಣ ಇಲಾಖೆ, ಪೊಲೀಸ್ ಇಲಾಖೆ, ಮಹಿಳಾ ಮತ್ತು ಮಕ್ಕಳ ಕಲ್ಯಾಣ ಇಲಾಖೆ ಅಧಿಕಾರಿಗಳು ಸಭೆಯಲ್ಲಿ ಭಾಗವಹಿಸಿದ್ದರು. ಮಕ್ಕಳು ಶಾಲೆಯಿಂದ ಹೊರಗುಳಿಯದಂತೆ ಎಚ್ಚರ ವಹಿಸಬೇಕು, ಬಾಲ ಕಾರ್ಮಿಕರು ಕಂಡುಬಂದಲ್ಲಿ ಮಾಲಕರ ವಿರುದ್ಧ ಕಾನೂನು ಕ್ರಮ ಕೈಗೊಳ್ಳಲಾಗುವುದು ಎಂದು ತಿಳಿಸಲಾಯಿತು.: [290, 2259, 520, 2390]
- story-body: ಮಡಿಕೇರಿ ತಾಲೂಕು ತಹಸೀಲ್ದಾರ್ ಕಚೇರಿಯಲ್ಲಿ ತಾಲೂಕು ಮಟ್ಟದ ಬಾಲಕಾರ್ಮಿಕ ನಿರ್ಮೂಲನೆ ಮತ್ತು ಪುನರ್ವಸತಿ ಸಮಿತಿ ಸಭೆ ನಡೆಯಿತು. ಬಾಲ ಕಾರ್ಮಿಕ ಪದ್ಧತಿಯನ್ನು ಸಂಪೂರ್ಣವಾಗಿ ನಿರ್ಮೂಲನೆ ಮಾಡುವ ನಿಟ್ಟಿನಲ್ಲಿ ಎಲ್ಲಾ ಇಲಾಖೆಗಳು ಒಟ್ಟಾಗಿ ಕಾರ್ಯನಿರ್ವಹಿಸಬೇಕು. ಬಾಲ್ಯಾವಸ್ಥೆ ಮತ್ತು ಕಿಶೋರಾವಸ್ಥೆ ಕಾರ್ಮಿಕ ಕಾಯ್ದೆ 1986 ಹಾಗೂ ತಿದ್ದುಪಡಿ ಕಾಯ್ದೆ 2016ರ ಅನ್ವಯ ಕ್ರಮ ಕೈಗೊಳ್ಳಬೇಕು. ಅಂಗಡಿ ಮುಂಗಟ್ಟುಗಳು, ಹೋಟೆಲ್‌ಗಳು, ಕಾರ್ಖಾನೆಗಳಲ್ಲಿ ತಪಾಸಣೆ ನಡೆಸಬೇಕು ಎಂದು ತಹಸೀಲ್ದಾರ್ ಸೂಚಿಸಿದರು.: [6, 2037, 283, 2206]
- story-subhead: 'ಬೆದ್ರ ಮಾಣಿಕ್ಯ' ಪ್ರಶಸ್ತಿ ಗೌರವ: [1287, 2118, 1413, 2134]
- mid-right-story: ರಮೇಶ ಬೇಲ್ತೂರುಗೆ 'ಕಲಾಕೀರ್ತಿ' ಬಿರುದು ನೀಡಿ ಸನ್ಮಾನ ಕುಂದಾಪುರ: ಕುಂದಾಪುರದ ಬಳಿ ದೇವಸ್ಥಾನದ ವಾರ್ಷಿಕೋತ್ಸವದ ಸಂದರ್ಭದಲ್ಲಿ ಹಿರಿಯ ಯಕ್ಷಗಾನ ಕಲಾವಿದ ರಮೇಶ ಬೇಲ್ತೂರು ಅವರಿಗೆ 'ಕಲಾಕೀರ್ತಿ' ಬಿರುದು ನೀಡಿ ಸನ್ಮಾನಿಸಲಾಯಿತು. ಯಕ್ಷಗಾನ ರಂಗದಲ್ಲಿ ನಾಲ್ಕು ದಶಕಗಳ ಕಾಲ ಸೇವೆ ಸಲ್ಲಿಸಿರುವ ಅವರು ಅನೇಕ ಪಾತ್ರಗಳಿಗೆ ಜೀವ ತುಂಬಿದ್ದಾರೆ. ದೇವಸ್ಥಾನದ ಆಡಳಿತ ಮಂಡಳಿ ಅಧ್ಯಕ್ಷರು, ಗ್ರಾಮದ ಗಣ್ಯರು ಹಾಗೂ ಕಲಾಭಿಮಾನಿಗಳು ಉಪಸ್ಥಿತರಿದ್ದರು. ಬ್ರಹ್ಮ ಅಧ್ಯಕ್ಷ ರಾಘವೇಂದ್ರ ಉಡುಪ, ವಿಶ್ವಸ್ಥ ಶಿಕ್ಷಕ ಗೋವಿಂದ ನಾಯ್ಕ ಉಪಸ್ಥಿತರಿದ್ದರು.: [925, 1726, 1534, 1956]
- bottom-right-story: ಏ.9-12ರವರೆಗೆ ಮೂಡುಬಿದಿರೆಯಲ್ಲಿ 'ಬೆದ್ರ ಉತ್ಸವ' ಮೂಡುಬಿದಿರೆ: ಮೂಡುಬಿದಿರೆಯ ಸಾಂಸ್ಕೃತಿಕ ಹಿರಿಮೆಯನ್ನು ಬಿಂಬಿಸುವ ಬೆದ್ರ ಉತ್ಸವ 2026 ಏ.9ರಿಂದ 12ರ ವರೆಗೆ ನಾಲ್ಕು ದಿನಗಳ ಕಾಲ ವಿಜೃಂಭಣೆಯಿಂದ ನಡೆಯಲಿದೆ ಎಂದು ಉತ್ಸವ ಸಮಿತಿ ಅಧ್ಯಕ್ಷರು ಪತ್ರಿಕಾಗೋಷ್ಠಿಯಲ್ಲಿ ತಿಳಿಸಿದರು. ಉತ್ಸವದಲ್ಲಿ ಜಾನಪದ ಕಲಾ ಪ್ರದರ್ಶನ, ಯಕ್ಷಗಾನ, ನಾಟಕ, ಸಂಗೀತ ರಸಮಂಜರಿ, ಆಹಾರ ಮೇಳ ಮತ್ತು ವಸ್ತು ಪ್ರದರ್ಶನ ಆಯೋಜಿಸಲಾಗಿದೆ. ಏ.10ರಂದು ಸಂಜೆ 6ಕ್ಕೆ ಚೆಂಡೆ ಸ್ಪರ್ಧೆ ನಡೆಯಲಿದೆ. ಸಾಂಸ್ಕೃತಿಕ ಪ್ರದರ್ಶನಗಳು ನಡೆಯಲಿವೆ. ರಾತ್ರಿ 7.30ಕ್ಕೆ ಉತ್ಸವದ ಅಧಿಕೃತ ಉದ್ಘಾಟನೆ ನಡೆಯಲಿದೆ. ಏ.11ರಂದು ಸಂಜೆ 6ಕ್ಕೆ ಭರತನಾಟ್ಯ ಪ್ರದರ್ಶನ, ಬಳಿಕ ಹಾಸ್ಯ ನಾಟಕ ಪ್ರದರ್ಶನಗೊಳ್ಳಲಿದೆ. ಏ.12ರಂದು ಸಮಾರೋಪ ಸಮಾರಂಭ ನಡೆಯಲಿದ್ದು, ಗಣ್ಯರು ಭಾಗವಹಿಸಲಿದ್ದಾರೆ. ಉತ್ಸವದ ಯಶಸ್ಸಿಗೆ ಸಾರ್ವಜನಿಕರು ಸಹಕರಿಸಬೇಕು ಎಂದು ಕೋರಿದರು. ಆಧ್ಯಕ್ಷತೆಯನ್ನು ಶಾಸಕರು ವಹಿಸಲಿದ್ದು, ಮುಖ್ಯ ಅತಿಥಿಗಳಾಗಿ ಜಿಲ್ಲೆಯ ಜನಪ್ರತಿನಿಧಿಗಳು, ಉದ್ಯಮಿಗಳು ಭಾಗವಹಿಸಲಿದ್ದಾರೆ. ಉತ್ಸವದ ಅಂಗವಾಗಿ ನಗರದಲ್ಲಿ ವಿದ್ಯುತ್ ದೀಪಾಲಂಕಾರ ಮಾಡಲಾಗುವುದು. 'ಬೆದ್ರ ಮಾಣಿಕ್ಯ' ಪ್ರಶಸ್ತಿ ಗೌರವ ಡಾ.ಎಂ.ಎಸ್., ರಾಜೇಂದ್ರ ಕುಮಾರ್, ಡಾ.ಎಂ. ಮೋಹನ ಆಳ್ವ ಸೇರಿದಂತೆ ಸಾಧಕರಿಗೆ 'ಬೆದ್ರ ಮಾಣಿಕ್ಯ' ಪ್ರಶಸ್ತಿ ನೀಡಿ ಗೌರವಿಸಲಾಗುವುದು. ಸಮಿತಿ ಸಂಚಾಲಕರು, ಪದಾಧಿಕಾರಿಗಳು ಪತ್ರಿಕಾಗೋಷ್ಠಿಯಲ್ಲಿ ಉಪಸ್ಥಿತರಿದ್ದರು.: [778, 1979, 1540, 2377]
- banner-text-2: ದ.ಕ.ಜಿಲ್ಲಾ 28ನೇ ಕನ್ನಡ ಸಾಹಿತ್ಯ ಸಮ್ಮೇಳನ: [1142, 367, 1386, 386]
- callout-title: ಕನ್ನಡ ಕಡ್ಡಾಯಕ್ಕೆ ಒತ್ತಾಯ: [1258, 568, 1400, 587]
- right-subhead-3: 300 ಕನ್ನಡ ವೃತ್ತ ಪರಿಣತಿ ವೃತ್ತಿಪ್ರ ಮಾಡಬೇಕು: [957, 799, 1156, 814]
- quote-title: ಬೆಳ್ತಂಗಡಿ ರಂಗಮಂದಿರ ಇನ್ನೂ ಆಗಿಲ್ಲ: ವಿಷಾದ: [676, 568, 920, 587]
- color-strip: [0, 1969, 1540, 1974]
- quote-body: ರಂಗಭೂಮಿಗೆ ಅವಿಭಜಿತ ದಕ್ಷಿಣ ಕನ್ನಡದ ಕೊಡುಗೆ ಅಪಾರವಾದದ್ದು. ಆದರೆ ಬೆಳ್ತಂಗಡಿಯಲ್ಲಿ ರಂಗ ಮಂದಿರ ನಿರ್ಮಾಣಕ್ಕೆ ಇಲ್ಲಿತನಕ ಇನ್ನೂ ಸಾಧ್ಯವಾಗಿಲ್ಲ. ಮೂರು ನಾಲ್ಕು ಕೋಟಿ ರೂಪಾಯಿಗಳ ಅನುದಾನ ರಂಗಮಂದಿರ ನಿರ್ಮಾಣಕ್ಕೆ ಸರಕಾರ ವ್ಯವಸ್ಥೆ ಮಾಡಬೇಕು ಎಂದು ಹೇಳಿದರು. ಕಳೆದ 40 ವರ್ಷಗಳಿಂದ ರಂಗ ಚಟುವಟಿಕೆಗಳು ಹೆಚ್ಚಿದೆ.: [630, 607, 913, 696]
- article-body-2: ಸಮ್ಮೇಳನಾಧ್ಯಕ್ಷರೊಂದಿಗೆ ವಿದ್ಯಾರ್ಥಿಗಳು ಮತ್ತು ಸಾಹಿತ್ಯಾಸಕ್ತರು ಸಂವಾದ ನಡೆಸಿದರು. ಹಿರಿಯ ಪತ್ರಕರ್ತರು, ಸಮ್ಮೇಳನಾಧ್ಯಕ್ಷರ ಬದುಕು ಮತ್ತು ಬರಹದ ಬಗ್ಗೆ ಪ್ರಶ್ನೆಗಳನ್ನು ಕೇಳಿದರು. ಕನ್ನಡ ಶಾಲೆಗಳನ್ನು ಉಳಿಸುವ ನಿಟ್ಟಿನಲ್ಲಿ ಸರಕಾರ ಹಾಗೂ ಸಮಾಜ ಒಟ್ಟಾಗಿ ಕೆಲಸ ಮಾಡಬೇಕು ಎಂದು ಅಧ್ಯಕ್ಷರು ಅಭಿಪ್ರಾಯಪಟ್ಟರು. ಸಮಾರೋಪ ಸಮಾರಂಭದಲ್ಲಿ ವಿವಿಧ ಕ್ಷೇತ್ರದ ಸಾಧಕರನ್ನು ಸನ್ಮಾನಿಸಲಾಯಿತು.: [304, 814, 610, 925]
- story-body: ಮೂಡುಬಿದಿರೆಯ ಸಾಂಸ್ಕೃತಿಕ ಹಿರಿಮೆಯನ್ನು ಬಿಂಬಿಸುವ ಬೆದ್ರ ಉತ್ಸವ 2026 ಏ.9ರಿಂದ 12ರ ವರೆಗೆ ನಾಲ್ಕು ದಿನಗಳ ಕಾಲ ವಿಜೃಂಭಣೆಯಿಂದ ನಡೆಯಲಿದೆ ಎಂದು ಉತ್ಸವ ಸಮಿತಿ ಅಧ್ಯಕ್ಷರು ಪತ್ರಿಕಾಗೋಷ್ಠಿಯಲ್ಲಿ ತಿಳಿಸಿದರು. ಉತ್ಸವದಲ್ಲಿ ಜಾನಪದ ಕಲಾ ಪ್ರದರ್ಶನ, ಯಕ್ಷಗಾನ, ನಾಟಕ, ಸಂಗೀತ ರಸಮಂಜರಿ, ಆಹಾರ ಮೇಳ ಮತ್ತು ವಸ್ತು ಪ್ರದರ್ಶನ ಆಯೋಜಿಸಲಾಗಿದೆ. ಏ.10ರಂದು ಸಂಜೆ 6ಕ್ಕೆ ಚೆಂಡೆ ಸ್ಪರ್ಧೆ ನಡೆಯಲಿದೆ.: [781, 2037, 1026, 2186]
- quote-author: ಚಿದಂಬರ ಭಟ್: [805, 1528, 867, 1542]
- closing-column-3: ಕನ್ನಡ ಸಿರಿ ಪ್ರಶಸ್ತಿ ಕನ್ನಡ ಸಿರಿ ಪ್ರಶಸ್ತಿಯನ್ನು ಶಿಕ್ಷಣ, ವೈದ್ಯಕೀಯ, ಕೃಷಿ, ಕ್ರೀಡೆ ಮತ್ತು ಮಾಧ್ಯಮ ಕ್ಷೇತ್ರದ ಸಾಧಕರಿಗೆ ಪ್ರದಾನ ಮಾಡಲಾಯಿತು. ಪ್ರಶಸ್ತಿ ಪುರಸ್ಕೃತರು ತಮ್ಮ ಅನಿಸಿಕೆ ಹಂಚಿಕೊಂಡರು.: [795, 1566, 1025, 1658]
- quote-mark-icon: ": [1284, 1175, 1322, 1213]
- sidebar-story-2[interactable]: ಕಾರಡ ಕೋಲಿಯಡ್ಕ ಬ್ರಹ್ಮಮೊಗೇರ ಕ್ಷೇತ್ರ: ಸಾಧಕರಿಗೆ ಅಭಿನಂದನೆ ಮುಲ್ಕಿ: ಕಾರಡ ಕೋಲಿಯಡ್ಕ ಬ್ರಹ್ಮಶ್ರೀ ಮೊಗೇರ ಕ್ಷೇತ್ರದ ವಾರ್ಷಿಕ ನೇಮೋತ್ಸವದ ಸಂದರ್ಭದಲ್ಲಿ ವಿವಿಧ ಕ್ಷೇತ್ರಗಳಲ್ಲಿ ಸಾಧನೆ ಮಾಡಿದ ಸಾಧಕರನ್ನು ಅಭಿನಂದಿಸಲಾಯಿತು. ಕ್ಷೇತ್ರದ ಆಡಳಿತ ಸಮಿತಿ ಅಧ್ಯಕ್ಷರು, ಗ್ರಾಮದ ಗಣ್ಯರು ಹಾಗೂ ಭಕ್ತರು ಉಪಸ್ಥಿತರಿದ್ದರು. ಧಾರ್ಮಿಕ ಸಭೆಯಲ್ಲಿ ಮಾತನಾಡಿದ ಅತಿಥಿಗಳು ಸಂಸ್ಕೃತಿ ಮತ್ತು ಪರಂಪರೆಯನ್ನು ಉಳಿಸುವ ಕಾರ್ಯ ನಿರಂತರವಾಗಿ ನಡೆಯಬೇಕು ಎಂದರು.: [6, 571, 279, 758]
- audience-photo: [304, 351, 600, 549]
- stage-photo: [957, 351, 1532, 549]
- callout-body: ಕಳೆದ ಮೂವತ್ತು ವರುಷಗಳಲ್ಲಿ ಸರಕಾರ ಯಾವ ಶಾಲೆಗೂ ಒಂದೇ ಒಂದು ಶಿಕ್ಷಕರನ್ನು ನೇಮಿಸಿಲ್ಲ. ಕನ್ನಡ ಭಾಷೆಯ ಅಧ್ಯಾಪಕರ ಕೊರತೆ ಎದ್ದು ಕಾಣುತ್ತಿದೆ. ಕನ್ನಡ ಶಾಲೆಗಳಿಗೆ ಕನ್ನಡ ಅಧ್ಯಾಪಕರನ್ನು ನೇಮಿಸುವ ಕಾರ್ಯ ಸರಕಾರ ಮಾಡಬೇಕು ಎಂದು ಆಗ್ರಹಿಸಿದರು.: [1284, 1215, 1516, 1304]
- story-title: ಗೋವಿಂದ ಭಟ್‌ಗೆ ನುಡಿನಮನ: [6, 1285, 201, 1308]
- felicitation-photo: [1224, 1770, 1534, 1908]
- closing-subhead-4: ಸಾಂಸ್ಕೃತಿಕ ಕಾರ್ಯಕ್ರಮ: [1273, 1467, 1370, 1482]
- quote-mark-icon: ": [805, 1336, 844, 1374]
- callout-box-1: [1249, 558, 1532, 742]
- closing-column-4: ಡಾ.ಎಸ್.ಆರ್. ನಂಜುಂಡೇಶ್ವರ ವೈದ್ಯಕೀಯ ಸೇವೆ, ಸುಭಾಷ್ ರೈ ಸಮಾಜ ಸೇವೆ, ರಮೇಶ್ ಶೆಟ್ಟಿ ಕೃಷಿ, ವಿಶ್ವನಾಥ್ ಭಟ್ ಯಕ್ಷಗಾನ ಕ್ಷೇತ್ರದ ಸಾಧನೆಗಾಗಿ ಸನ್ಮಾನಿಸಲಾಯಿತು. ವೇದಿಕೆಯಲ್ಲಿ ತಾಲೂಕು ಕಸಾಪ ಅಧ್ಯಕ್ಷರು, ಗೌರವ ಕಾರ್ಯದರ್ಶಿಗಳು ಉಪಸ್ಥಿತರಿದ್ದರು. ಸಮ್ಮೇಳನದ ಸ್ವಾಗತ ಸಮಿತಿ ಅಧ್ಯಕ್ಷರು ಸ್ವಾಗತಿಸಿದರು. ಕಾರ್ಯಕ್ರಮ ನಿರೂಪಣೆ ಮಾಡಲಾಯಿತು. ಸಾಂಸ್ಕೃತಿಕ ಕಾರ್ಯಕ್ರಮಗಳೊಂದಿಗೆ ಸಮ್ಮೇಳನ ಸಂಪನ್ನಗೊಂಡಿತು.: [1032, 1328, 1265, 1478]
- photo-caption: ಬ್ರಹ್ಮ ಅಧ್ಯಕ್ಷ ರಾಘವೇಂದ್ರ ಉಡುಪ, ವಿಶ್ವಸ್ಥ ಶಿಕ್ಷಕ ಗೋವಿಂದ ನಾಯ್ಕ ಉಪಸ್ಥಿತರಿದ್ದರು.: [1224, 1913, 1488, 1945]
- story-title: ಶೆರಿಲ್ ಐಯೊನ ಐಮನ್‌ಗೆ ಪಿಎಚ್‌ಡಿ: [6, 937, 241, 960]
- story-place: ಮುಲ್ಕಿ:: [6, 319, 38, 334]
- brand-logo-icon: [1134, 61, 1150, 78]
- sidebar: [0, 198, 285, 1870]
- story-body: ಜಿಲ್ಲೆಯಲ್ಲಿ ಎಲ್‌ಪಿಜಿ ಸಿಲಿಂಡರ್ ಪೂರೈಕೆಗೆ ಸಂಬಂಧಿಸಿದ ದೂರುಗಳನ್ನು ಸ್ವೀಕರಿಸಲು ಜಿಲ್ಲಾಡಳಿತದ ವತಿಯಿಂದ ವಾರ್ ರೂಮ್ ಕಾರ್ಯನಿರ್ವಹಿಸುತ್ತಿದೆ. ಸಾರ್ವಜನಿಕರು ದೂರುಗಳಿಗಾಗಿ ಮೊಬೈಲ್ 9188527328 ಅಥವಾ 04994 255138 ಕರೆ ಮಾಡಬಹುದು.: [6, 1717, 280, 1809]
- lead-headline: 28ನೇ ಜಿಲ್ಲಾ ಸಾಹಿತ್ಯ ಸಮ್ಮೇಳನಕ್ಕೆ ಸಂಭ್ರಮದ ತೆರೆ: [422, 211, 1411, 282]
- closing-body: ಸಂಸ್ಕೃತ, ಕನ್ನಡ ತುಳು ನಮ್ಮದೇ ಭಾಷೆಗಳಾಗಿದ್ದು ಗ್ರಾಂಥಿಕ ಕನ್ನಡವನ್ನು ಉಳಿಸುವ ದೃಷ್ಟಿಯಲ್ಲಿ ಕನ್ನಡ ಮನಸುಗಳು ಒಂದಾಗಬೇಕಾಗಿದೆ ಎಂದು ಶ್ರೀ ಕ್ಷೇತ್ರ ಕಟೀಲಿನ ಅನುವಂಶಿಕ ಅರ್ಚಕ ಹರಿನಾರಾಯಣದಾಸ ಆಸ್ರಣ್ಣ ಹೇಳಿದರು. ಬಿ.ಸಿ.ರೋಡಿನ ಸ್ಪರ್ಶ ಕಲಾ ಮಂದಿರದ ಸಭಾಂಗಣದಲ್ಲಿ ನಡೆದ 28ನೇ ಕನ್ನಡ ಸಾಹಿತ್ಯ ಸಮ್ಮೇಳನದ ಸಮಾರೋಪ ಭಾಷಣ ಮಾಡಿದರು. ಸಂಸ್ಕೃತವನ್ನು ಕನ್ನಡದ ಮಾತೃಭಾಷೆಯೆಂದು ಪರಿಗಣಿಸಬೇಕು. ಪ್ರಾಚೀನ ಗ್ರಂಥಗಳನ್ನು ಓದುವ ಅಭ್ಯಾಸ ಬೆಳೆಸಿಕೊಳ್ಳಬೇಕು ಎಂದು ಅವರು ಸಲಹೆ ನೀಡಿದರು. ಸಮ್ಮೇಳನಾಧ್ಯಕ್ಷರು ಸಮಾರೋಪ ನುಡಿಗಳನ್ನಾಡಿದರು. ಮುಖ್ಯ ಅತಿಥಿಗಳಾಗಿ ಶಾಸಕರು, ಜಿಲ್ಲಾ ಕಸಾಪ ಅಧ್ಯಕ್ಷರು ಭಾಗವಹಿಸಿದ್ದರು. ಸಮ್ಮೇಳನಕ್ಕೆ ಸಹಕರಿಸಿದ ಎಲ್ಲರಿಗೂ ಕೃತಜ್ಞತೆ ಸಲ್ಲಿಸಲಾಯಿತು.: [304, 1167, 549, 1413]
- award-photo-2: [790, 1166, 1265, 1319]
- story-title: ಕಾರಡ ಕೋಲಿಯಡ್ಕ ಬ್ರಹ್ಮಮೊಗೇರ ಕ್ಷೇತ್ರ: ಸಾಧಕರಿಗೆ ಅಭಿನಂದನೆ: [6, 571, 267, 620]
- right-subhead: ಸಾಹಿತ್ಯ ಸಮ್ಮೇಳನದಲ್ಲಿ ಐದು ಠರಾವುಗಳ ಮಂಡನೆ: [957, 312, 1305, 338]
- closing-subhead-2: ನಾರಾಳ ಸಿರಿ ಪ್ರಶಸ್ತಿ: [557, 1491, 634, 1506]
- quote-body: 3 ದಿನಗಳ ಸಾಹಿತ್ಯ ಸಮ್ಮೇಳನ ಎಲ್ಲ ಸರ್ವಶಿಕ್ಷಣದೊಂದಿಗೆ ಅತ್ಯಂತ ಯಶಸ್ವಿಯಾಗಿ ಸಂಪನ್ನಗೊಂಡಿತು. ಮುಂದಿನ ಸಮ್ಮೇಳನವನ್ನು ಇನ್ನಷ್ಟು ಅರ್ಥಪೂರ್ಣವಾಗಿ ಆಯೋಜಿಸುವ ಯೋಚನೆ ಇದೆ. ಸಮ್ಮೇಳನದ ಯಶಸ್ಸಿಗೆ ಕಾರಣಕರ್ತರಾದವರಿಗೆ ಕೃತಜ್ಞತೆ.: [805, 1376, 990, 1483]
- quote-title: ಯಕ್ಷನ ಸಂಪನ್ನ: [851, 1337, 930, 1355]
- closing-story: [299, 1047, 1534, 1714]
- sidebar-divider: [290, 198, 291, 1870]
- closing-subhead-1: ಮಹಾಪೋಷಕರಿಗೆ ಸನ್ಮಾನ: [557, 1390, 663, 1406]
- story-body: ಮಂಗಳೂರಿನ ಕ್ಷೇತ್ರೀಯ ಇಂಜಿನಿಯರಿಂಗ್ ಕಾಲೇಜ್ ನಲ್ಲಿ ಪ್ರೊಫೆಸರ್ ಆಗಿ ಕರ್ತವ್ಯ ನಿರ್ವಹಿಸುತ್ತಿರುವ ಶೆರಿಲ್ ಐಯೊನ ಐಮನ್ ಅವರು ಮಂಡಿಸಿದ ಮಹಾಪ್ರಬಂಧಕ್ಕೆ ವಿಶ್ವೇಶ್ವರಯ್ಯ ತಾಂತ್ರಿಕ ವಿಶ್ವವಿದ್ಯಾಲಯವು ಡಾಕ್ಟರೇಟ್ ಪದವಿ ನೀಡಿ ಗೌರವಿಸಿದೆ. ಮಂಗಳೂರಿನ ಪ್ರತಿಷ್ಠಿತ ಕಾಲೇಜಿನ ಪ್ರಾಧ್ಯಾಪಕರ ಮಾರ್ಗದರ್ಶನದಲ್ಲಿ ಅವರು ಸಂಶೋಧನೆ ನಡೆಸಿದ್ದರು.: [104, 995, 279, 1183]
- story-body: ಕುಂದಾಪುರದ ಬಳಿ ದೇವಸ್ಥಾನದ ವಾರ್ಷಿಕೋತ್ಸವದ ಸಂದರ್ಭದಲ್ಲಿ ಹಿರಿಯ ಯಕ್ಷಗಾನ ಕಲಾವಿದ ರಮೇಶ ಬೇಲ್ತೂರು ಅವರಿಗೆ 'ಕಲಾಕೀರ್ತಿ' ಬಿರುದು ನೀಡಿ ಸನ್ಮಾನಿಸಲಾಯಿತು. ಯಕ್ಷಗಾನ ರಂಗದಲ್ಲಿ ನಾಲ್ಕು ದಶಕಗಳ ಕಾಲ ಸೇವೆ ಸಲ್ಲಿಸಿರುವ ಅವರು ಅನೇಕ ಪಾತ್ರಗಳಿಗೆ ಜೀವ ತುಂಬಿದ್ದಾರೆ. ದೇವಸ್ಥಾನದ ಆಡಳಿತ ಮಂಡಳಿ ಅಧ್ಯಕ್ಷರು, ಗ್ರಾಮದ ಗಣ್ಯರು ಹಾಗೂ ಕಲಾಭಿಮಾನಿಗಳು ಉಪಸ್ಥಿತರಿದ್ದರು.: [925, 1772, 1216, 1883]
- story-headline: ರಮೇಶ ಬೇಲ್ತೂರುಗೆ 'ಕಲಾಕೀರ್ತಿ' ಬಿರುದು ನೀಡಿ ಸನ್ಮಾನ: [925, 1726, 1534, 1764]
- closing-headline: ಗ್ರಾಂಥಿಕ ಕನ್ನಡ ಉಳಿಸಲು ಕನ್ನಡ ಮನಸುಗಳು ಒಂದಾಗಲಿ: ಆಸ್ರಣ್ಣ: [442, 1097, 1391, 1150]
- masthead: [0, 0, 1540, 165]
- callout-box-2: [1273, 1166, 1532, 1396]
- right-subhead-4: ಆಸ್ತಿ ಕ್ರಮ ಕೈಗೊಳ್ಳಬೇಕು: [1249, 833, 1349, 848]
- closing-column-1: ಬಂಟ್ವಾಳ: ಸಂಸ್ಕೃತ, ಕನ್ನಡ ತುಳು ನಮ್ಮದೇ ಭಾಷೆಗಳಾಗಿದ್ದು ಗ್ರಾಂಥಿಕ ಕನ್ನಡವನ್ನು ಉಳಿಸುವ ದೃಷ್ಟಿಯಲ್ಲಿ ಕನ್ನಡ ಮನಸುಗಳು ಒಂದಾಗಬೇಕಾಗಿದೆ ಎಂದು ಶ್ರೀ ಕ್ಷೇತ್ರ ಕಟೀಲಿನ ಅನುವಂಶಿಕ ಅರ್ಚಕ ಹರಿನಾರಾಯಣದಾಸ ಆಸ್ರಣ್ಣ ಹೇಳಿದರು. ಬಿ.ಸಿ.ರೋಡಿನ ಸ್ಪರ್ಶ ಕಲಾ ಮಂದಿರದ ಸಭಾಂಗಣದಲ್ಲಿ ನಡೆದ 28ನೇ ಕನ್ನಡ ಸಾಹಿತ್ಯ ಸಮ್ಮೇಳನದ ಸಮಾರೋಪ ಭಾಷಣ ಮಾಡಿದರು. ಸಂಸ್ಕೃತವನ್ನು ಕನ್ನಡದ ಮಾತೃಭಾಷೆಯೆಂದು ಪರಿಗಣಿಸಬೇಕು. ಪ್ರಾಚೀನ ಗ್ರಂಥಗಳನ್ನು ಓದುವ ಅಭ್ಯಾಸ ಬೆಳೆಸಿಕೊಳ್ಳಬೇಕು ಎಂದು ಅವರು ಸಲಹೆ ನೀಡಿದರು. ಸಮ್ಮೇಳನಾಧ್ಯಕ್ಷರು ಸಮಾರೋಪ ನುಡಿಗಳನ್ನಾಡಿದರು. ಮುಖ್ಯ ಅತಿಥಿಗಳಾಗಿ ಶಾಸಕರು, ಜಿಲ್ಲಾ ಕಸಾಪ ಅಧ್ಯಕ್ಷರು ಭಾಗವಹಿಸಿದ್ದರು. ಸಮ್ಮೇಳನಕ್ಕೆ ಸಹಕರಿಸಿದ ಎಲ್ಲರಿಗೂ ಕೃತಜ್ಞತೆ ಸಲ್ಲಿಸಲಾಯಿತು.: [304, 1167, 549, 1413]
- story-headline: ಬ್ರಾಹ್ಮಣ ಪರಿಷತ್ ರಜತ ಮಹೋತ್ಸವದ ಆಮಂತ್ರಣ ಬಿಡುಗಡೆ: [299, 1726, 913, 1764]
- info-bar: [0, 165, 1540, 192]
- callout-title: ಕನ್ನಡ ಅಧ್ಯಾಪಕರನ್ನು ನೇಮಿಸಬೇಕು: [1330, 1176, 1499, 1194]
- section-name: ಸಂಗಮ: [1127, 85, 1279, 156]
- award-photo-1: [557, 1166, 787, 1319]
- closing-subhead-3: ಕನ್ನಡ ಸಿರಿ ಪ್ರಶಸ್ತಿ: [795, 1566, 865, 1581]
- lead-right-column-1: ಬಂಟ್ವಾಳ: ಕೇರಳ ಸರಕಾರವು ಜಾರಿಗೆ ತಂದಿರುವ ಭಾಷಾ ಮಸೂದೆಯು ಕಾಸರಗೋಡಿನ ಜಿಲ್ಲೆಯ ಭಾಷಾ ಅಲ್ಪಸಂಖ್ಯಾತ ಕನ್ನಡಿಗರ ಶಿಕ್ಷಣದ ಹಕ್ಕು ಮತ್ತು ಇತರ ಹಕ್ಕುಗಳಿಗೆ ಧಕ್ಕೆ ತರುವ ಸಾಧ್ಯತೆ ಇರುವುದರಿಂದ ಈ ಮಸೂದೆಯನ್ನು ತಕ್ಷಣ ಹಿಂಪಡೆಯಬೇಕು ಎಂದು 28ನೇ ದ.ಕ. ಜಿಲ್ಲಾ ಕನ್ನಡ ಸಾಹಿತ್ಯ ಸಮ್ಮೇಳನದಲ್ಲಿ ಠರಾವು ಮಂಡಿಸಲಾಯಿತು. ದ.ಕ.ಜಿಲ್ಲಾ ಕಸಾಪ ಅಧ್ಯಕ್ಷರು ಠರಾವು ಮಂಡಿಸಿದರು. ಸಮ್ಮೇಳನ ಸರ್ವಾನುಮತದಿಂದ ಅಂಗೀಕರಿಸಿತು. ನಿಯಮ ಪಾಲಿಸಬೇಕು ಕನ್ನಡ ಮಾಧ್ಯಮ ಶಾಲೆಗಳ ಸ್ಥಾಪನೆ ಮತ್ತು ಬೆಳವಣಿಗೆಗೆ ಸರಕಾರವು ಪ್ರೋತ್ಸಾಹ ನೀಡಬೇಕು. ಕನ್ನಡ ಮಾಧ್ಯಮ ಶಾಲೆಗಳನ್ನು ಸ್ವಾತಂತ್ರ್ಯಾನಂತರ ಹಲವು ದಶಕಗಳಿಂದ ನಡೆಸುತ್ತಿರುವ ಶಿಕ್ಷಣ ಸಂಸ್ಥೆಗಳಿಗೆ ಸರಕಾರ ಅನುದಾನ ನೀಡಬೇಕು. 300 ಕನ್ನಡ ವೃತ್ತ ಪರಿಣತಿ ವೃತ್ತಿಪ್ರ ಮಾಡಬೇಕು ಕನ್ನಡ ಶಾಲೆಗಳ ಶಿಕ್ಷಕರ ನೇಮಕಾತಿ ಪ್ರಕ್ರಿಯೆಯನ್ನು ತಕ್ಷಣ ಆರಂಭಿಸಬೇಕು. ಗ್ರಾಮೀಣ ಪ್ರದೇಶದ ಶಾಲೆಗಳಿಗೆ ಮೂಲಭೂತ ಸೌಕರ್ಯ ಕಲ್ಪಿಸಬೇಕು.: [957, 560, 1242, 872]
- story-title: ಏ.1 : ಕ್ಷೇತ್ರದ ಅಭಿವೃದ್ಧಿ ಕಾರ್ಯಕ್ರಮಗಳ ವಿಜ್ಞಾಪನಾ ಪತ್ರ ಬಿಡುಗಡೆ: [6, 262, 275, 311]
- guests-photo: [603, 351, 756, 549]
- bottom-left-story: ಬಾಲಕಾರ್ಮಿಕ ನಿರ್ಮೂಲನೆ, ಪುನರ್ವಸತಿ ಸಮಿತಿ ಸಭೆ ಮಡಿಕೇರಿ: ಮಡಿಕೇರಿ ತಾಲೂಕು ತಹಸೀಲ್ದಾರ್ ಕಚೇರಿಯಲ್ಲಿ ತಾಲೂಕು ಮಟ್ಟದ ಬಾಲಕಾರ್ಮಿಕ ನಿರ್ಮೂಲನೆ ಮತ್ತು ಪುನರ್ವಸತಿ ಸಮಿತಿ ಸಭೆ ನಡೆಯಿತು. ಬಾಲ ಕಾರ್ಮಿಕ ಪದ್ಧತಿಯನ್ನು ಸಂಪೂರ್ಣವಾಗಿ ನಿರ್ಮೂಲನೆ ಮಾಡುವ ನಿಟ್ಟಿನಲ್ಲಿ ಎಲ್ಲಾ ಇಲಾಖೆಗಳು ಒಟ್ಟಾಗಿ ಕಾರ್ಯನಿರ್ವಹಿಸಬೇಕು. ಬಾಲ್ಯಾವಸ್ಥೆ ಮತ್ತು ಕಿಶೋರಾವಸ್ಥೆ ಕಾರ್ಮಿಕ ಕಾಯ್ದೆ 1986 ಹಾಗೂ ತಿದ್ದುಪಡಿ ಕಾಯ್ದೆ 2016ರ ಅನ್ವಯ ಕ್ರಮ ಕೈಗೊಳ್ಳಬೇಕು. ಅಂಗಡಿ ಮುಂಗಟ್ಟುಗಳು, ಹೋಟೆಲ್‌ಗಳು, ಕಾರ್ಖಾನೆಗಳಲ್ಲಿ ತಪಾಸಣೆ ನಡೆಸಬೇಕು ಎಂದು ತಹಸೀಲ್ದಾರ್ ಸೂಚಿಸಿದರು. ಕಾರ್ಮಿಕ ನಿರೀಕ್ಷಕರು, ಶಿಕ್ಷಣ ಇಲಾಖೆ, ಪೊಲೀಸ್ ಇಲಾಖೆ, ಮಹಿಳಾ ಮತ್ತು ಮಕ್ಕಳ ಕಲ್ಯಾಣ ಇಲಾಖೆ ಅಧಿಕಾರಿಗಳು ಸಭೆಯಲ್ಲಿ ಭಾಗವಹಿಸಿದ್ದರು. ಮಕ್ಕಳು ಶಾಲೆಯಿಂದ ಹೊರಗುಳಿಯದಂತೆ ಎಚ್ಚರ ವಹಿಸಬೇಕು, ಬಾಲ ಕಾರ್ಮಿಕರು ಕಂಡುಬಂದಲ್ಲಿ ಮಾಲಕರ ವಿರುದ್ಧ ಕಾನೂನು ಕ್ರಮ ಕೈಗೊಳ್ಳಲಾಗುವುದು ಎಂದು ತಿಳಿಸಲಾಯಿತು. ಕೊಡಗು ಜಿಲ್ಲೆಯಲ್ಲಿ ಬಾಲಕಾರ್ಮಿಕ ಪದ್ಧತಿ ನಿಯಂತ್ರಣಕ್ಕೆ ಜಾಗೃತಿ ಕಾರ್ಯಕ್ರಮಗಳನ್ನು ಹಮ್ಮಿಕೊಳ್ಳಲಾಗುತ್ತಿದೆ. ತೋಟಗಳಲ್ಲಿ ಕೆಲಸ ಮಾಡುವ ಕಾರ್ಮಿಕರ ಮಕ್ಕಳ ಶಿಕ್ಷಣಕ್ಕೆ ಆದ್ಯತೆ ನೀಡಬೇಕು. ಸಿದ್ದಾಪುರ, ಕುಶಾಲನಗರ, ಸೋಮವಾರಪೇಟೆ ವ್ಯಾಪ್ತಿಯಲ್ಲಿ ತಪಾಸಣೆ ತೀವ್ರಗೊಳಿಸಲಾಗುವುದು ಎಂದರು.: [0, 1979, 767, 2377]
- lead-center-column: [620, 767, 942, 1031]
- quote-box-1: [620, 558, 942, 759]
- portrait-photo: [6, 995, 98, 1103]
- lead-right-column-2: ನಿವೃತ್ತಿಯಾದ ಕಾರ್ಯಕರ್ತರು ಮಂಗಳೂರಿನಲ್ಲಿ ಕನ್ನಡ ಭವನ ನಿರ್ಮಾಣ ಕಾರ್ಯ ಶೀಘ್ರ ಆರಂಭಿಸಬೇಕು. ಸಾಹಿತ್ಯ ಚಟುವಟಿಕೆಗಳಿಗೆ ಅಗತ್ಯ ಅನುದಾನ ನೀಡಬೇಕು ಎಂಬ ಠರಾವು ಸಮ್ಮೇಳನದಲ್ಲಿ ಮಂಡಿಸಲಾಯಿತು. ಆಸ್ತಿ ಕ್ರಮ ಕೈಗೊಳ್ಳಬೇಕು ಸಮ್ಮೇಳನದ ಸಮಾರೋಪ ಸಮಾರಂಭದಲ್ಲಿ ವಿವಿಧ ಠರಾವುಗಳನ್ನು ಸರಕಾರಕ್ಕೆ ಕಳುಹಿಸಲು ನಿರ್ಧರಿಸಲಾಯಿತು. ಕಸಾಪ ಪದಾಧಿಕಾರಿಗಳು, ತಾಲೂಕು ಘಟಕಗಳ ಅಧ್ಯಕ್ಷರು ಉಪಸ್ಥಿತರಿದ್ದರು.: [1249, 752, 1532, 906]
- sidebar-header: [0, 204, 285, 252]
